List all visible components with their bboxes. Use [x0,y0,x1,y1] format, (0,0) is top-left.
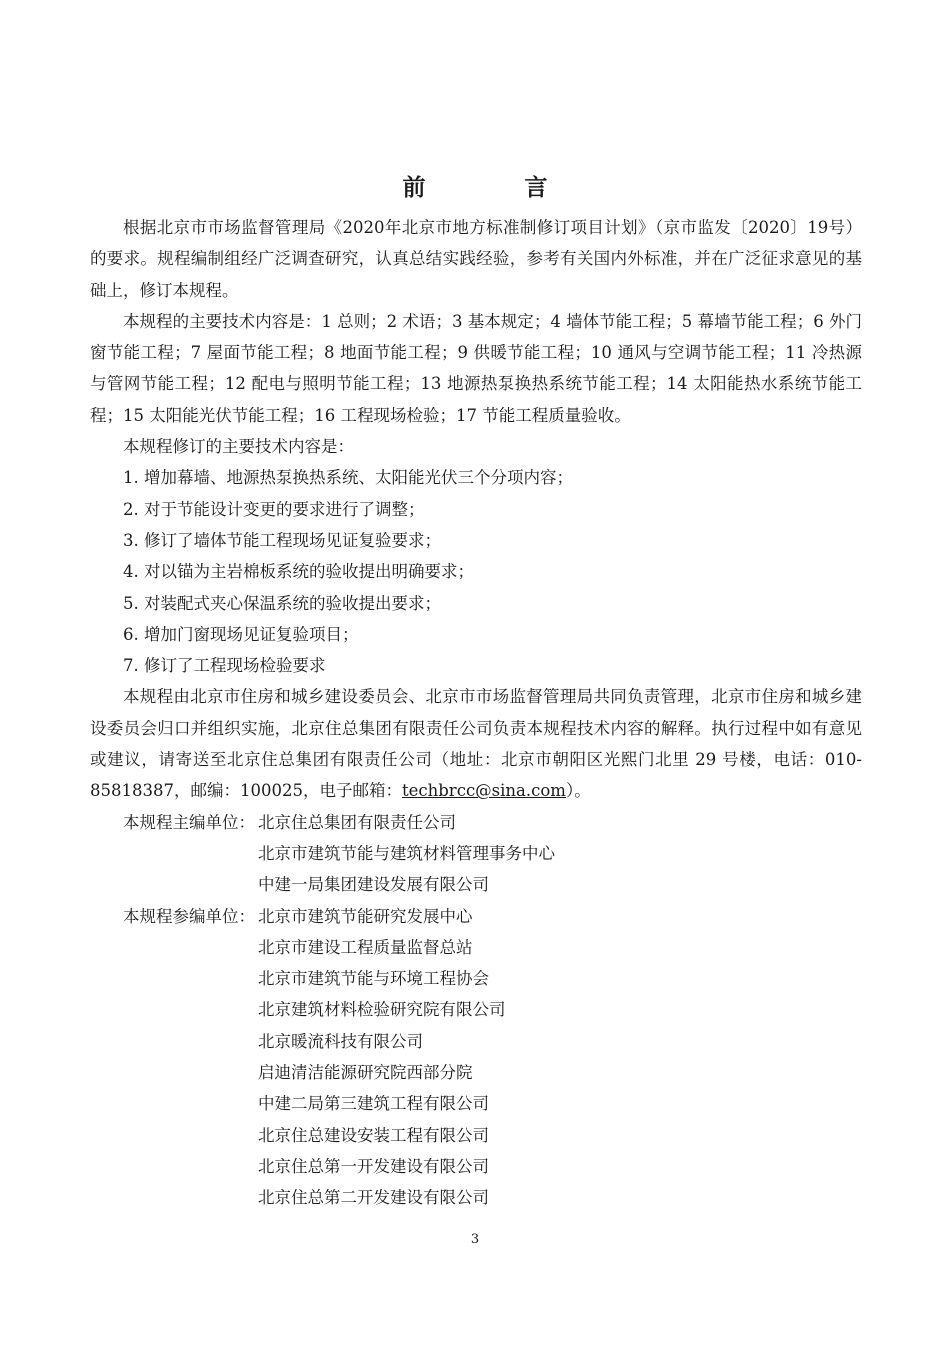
management-paragraph [90,681,862,806]
unit-row [90,838,862,869]
management-tail: ）。 [565,781,591,801]
unit-name: 北京市建筑节能与建筑材料管理事务中心 [258,843,555,863]
unit-name: 北京建筑材料检验研究院有限公司 [258,1000,506,1020]
revision-item: 4. 对以锚为主岩棉板系统的验收提出明确要求； [123,562,474,582]
unit-row [90,932,862,963]
participant-units [90,901,862,1214]
unit-name: 北京住总第二开发建设有限公司 [258,1188,489,1208]
unit-row [90,1026,862,1057]
unit-row [90,1120,862,1151]
unit-row [90,994,862,1025]
revision-item: 1. 增加幕墙、地源热泵换热系统、太阳能光伏三个分项内容； [123,468,573,488]
preface-body [90,212,862,1214]
unit-name: 北京暖流科技有限公司 [258,1031,423,1051]
unit-row [90,1088,862,1119]
chief-editor-units [90,807,862,901]
intro-paragraph: 根据北京市市场监督管理局《2020年北京市地方标准制修订项目计划》（京市监发〔2020〕19号）的要求。规程编制组经广泛调查研究，认真总结实践经验，参考有关国内外标准，并在广泛征求意见的基础上，修订本规程。 [90,218,862,300]
unit-row [90,1151,862,1182]
unit-row [90,963,862,994]
unit-name: 中建二局第三建筑工程有限公司 [258,1094,489,1114]
unit-row [90,1182,862,1213]
management-text: 本规程由北京市住房和城乡建设委员会、北京市市场监督管理局共同负责管理，北京市住房和城乡建设委员会归口并组织实施，北京住总集团有限责任公司负责本规程技术内容的解释。执行过程中如有意见或建议，请寄送至北京住总集团有限责任公司（地址：北京市朝阳区光熙门北里 29 号楼，电话：010-85818387，邮编：100025，电子邮箱： [90,687,862,801]
unit-name: 北京住总建设安装工程有限公司 [258,1125,489,1145]
chief-editor-label: 本规程主编单位： [123,812,255,832]
revision-item: 6. 增加门窗现场见证复验项目； [123,624,359,644]
revision-heading: 本规程修订的主要技术内容是： [123,437,354,457]
main-content-paragraph: 本规程的主要技术内容是：1 总则；2 术语；3 基本规定；4 墙体节能工程；5 幕墙节能工程；6 外门窗节能工程；7 屋面节能工程；8 地面节能工程；9 供暖节能工程；10 通风与空调节能工程；11 冷热源与管网节能工程；12 配电与照明节能工程；13 地源热泵换热系统节能工程；14 太阳能热水系统节能工程；15 太阳能光伏节能工程；16 工程现场检验；17 节能工程质量验收。 [90,311,862,425]
unit-name: 北京住总第一开发建设有限公司 [258,1156,489,1176]
unit-row [90,901,862,932]
page-number: 3 [470,1232,480,1247]
unit-name: 中建一局集团建设发展有限公司 [258,875,489,895]
participant-label: 本规程参编单位： [123,906,255,926]
revision-item: 3. 修订了墙体节能工程现场见证复验要求； [123,530,441,550]
revision-item: 7. 修订了工程现场检验要求 [123,656,326,676]
unit-name: 北京市建筑节能研究发展中心 [258,906,473,926]
unit-name: 北京市建设工程质量监督总站 [258,937,473,957]
unit-name: 北京市建筑节能与环境工程协会 [258,969,489,989]
unit-row [90,1057,862,1088]
page-title: 前 言 [402,175,586,201]
unit-name: 北京住总集团有限责任公司 [258,812,456,832]
unit-name: 启迪清洁能源研究院西部分院 [258,1063,473,1083]
unit-row [90,869,862,900]
email-link[interactable]: techbrcc@sina.com [401,781,566,801]
revision-item: 5. 对装配式夹心保温系统的验收提出要求； [123,593,441,613]
unit-row [90,807,862,838]
revision-item: 2. 对于节能设计变更的要求进行了调整； [123,499,425,519]
